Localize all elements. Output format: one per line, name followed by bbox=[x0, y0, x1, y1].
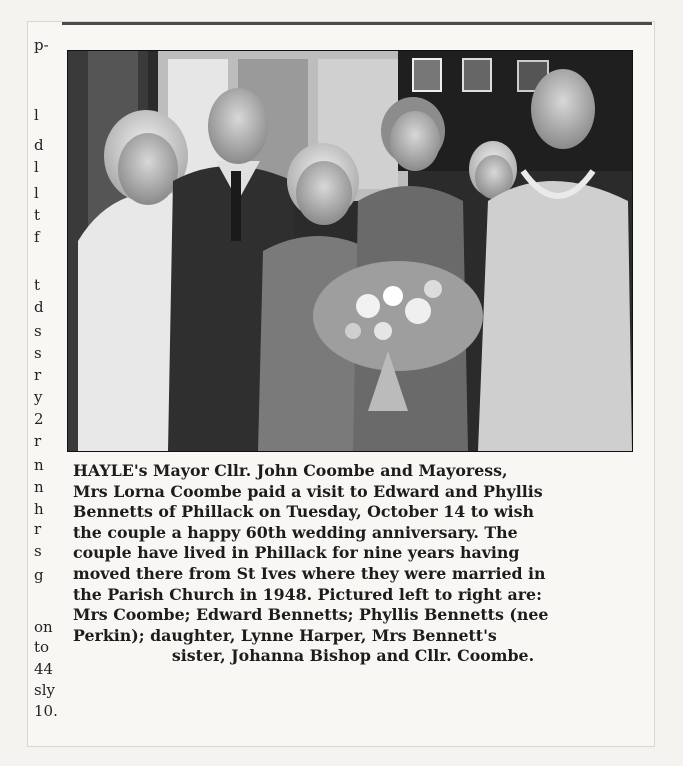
fragment: h bbox=[34, 500, 44, 518]
fragment: g bbox=[34, 566, 44, 584]
adjacent-column-fragments bbox=[30, 28, 62, 728]
fragment: s bbox=[34, 322, 42, 340]
fragment: s bbox=[34, 542, 42, 560]
fragment: 44 bbox=[34, 660, 54, 678]
fragment: y bbox=[34, 388, 43, 406]
caption-line-final: sister, Johanna Bishop and Cllr. Coombe. bbox=[171, 646, 535, 666]
caption-line: Perkin); daughter, Lynne Harper, Mrs Bennett's bbox=[73, 625, 497, 645]
fragment: t bbox=[34, 206, 41, 224]
fragment: l bbox=[34, 184, 39, 202]
top-rule bbox=[62, 22, 652, 25]
fragment: f bbox=[34, 228, 40, 246]
caption-line: HAYLE's Mayor Cllr. John Coombe and Mayoress, bbox=[73, 461, 508, 480]
fragment: r bbox=[34, 520, 42, 538]
fragment: p- bbox=[34, 36, 49, 54]
caption-line: the Parish Church in 1948. Pictured left to right are: bbox=[73, 584, 542, 604]
fragment: t bbox=[34, 276, 41, 294]
caption-line: couple have lived in Phillack for nine years having bbox=[73, 543, 520, 563]
caption-line: Bennetts of Phillack on Tuesday, October 14 to wish bbox=[73, 502, 535, 522]
group-photo bbox=[67, 50, 633, 452]
fragment: n bbox=[34, 478, 44, 496]
fragment: to bbox=[34, 638, 50, 656]
fragment: r bbox=[34, 366, 42, 384]
caption-line: the couple a happy 60th wedding anniversary. The bbox=[73, 522, 518, 542]
fragment: 2 bbox=[34, 410, 44, 428]
fragment: on bbox=[34, 618, 53, 636]
fragment: 10. bbox=[34, 702, 58, 720]
caption-line: Mrs Coombe; Edward Bennetts; Phyllis Bennetts (nee bbox=[73, 605, 549, 625]
caption-line: Mrs Lorna Coombe paid a visit to Edward and Phyllis bbox=[73, 481, 543, 501]
photo-illustration bbox=[68, 51, 632, 451]
fragment: l bbox=[34, 158, 39, 176]
photo-caption bbox=[73, 461, 633, 667]
fragment: sly bbox=[34, 681, 55, 699]
fragment: d bbox=[34, 136, 44, 154]
fragment: n bbox=[34, 456, 44, 474]
fragment: r bbox=[34, 432, 42, 450]
caption-line: moved there from St Ives where they were married in bbox=[73, 563, 546, 583]
fragment: s bbox=[34, 344, 42, 362]
fragment: d bbox=[34, 298, 44, 316]
fragment: l bbox=[34, 106, 39, 124]
